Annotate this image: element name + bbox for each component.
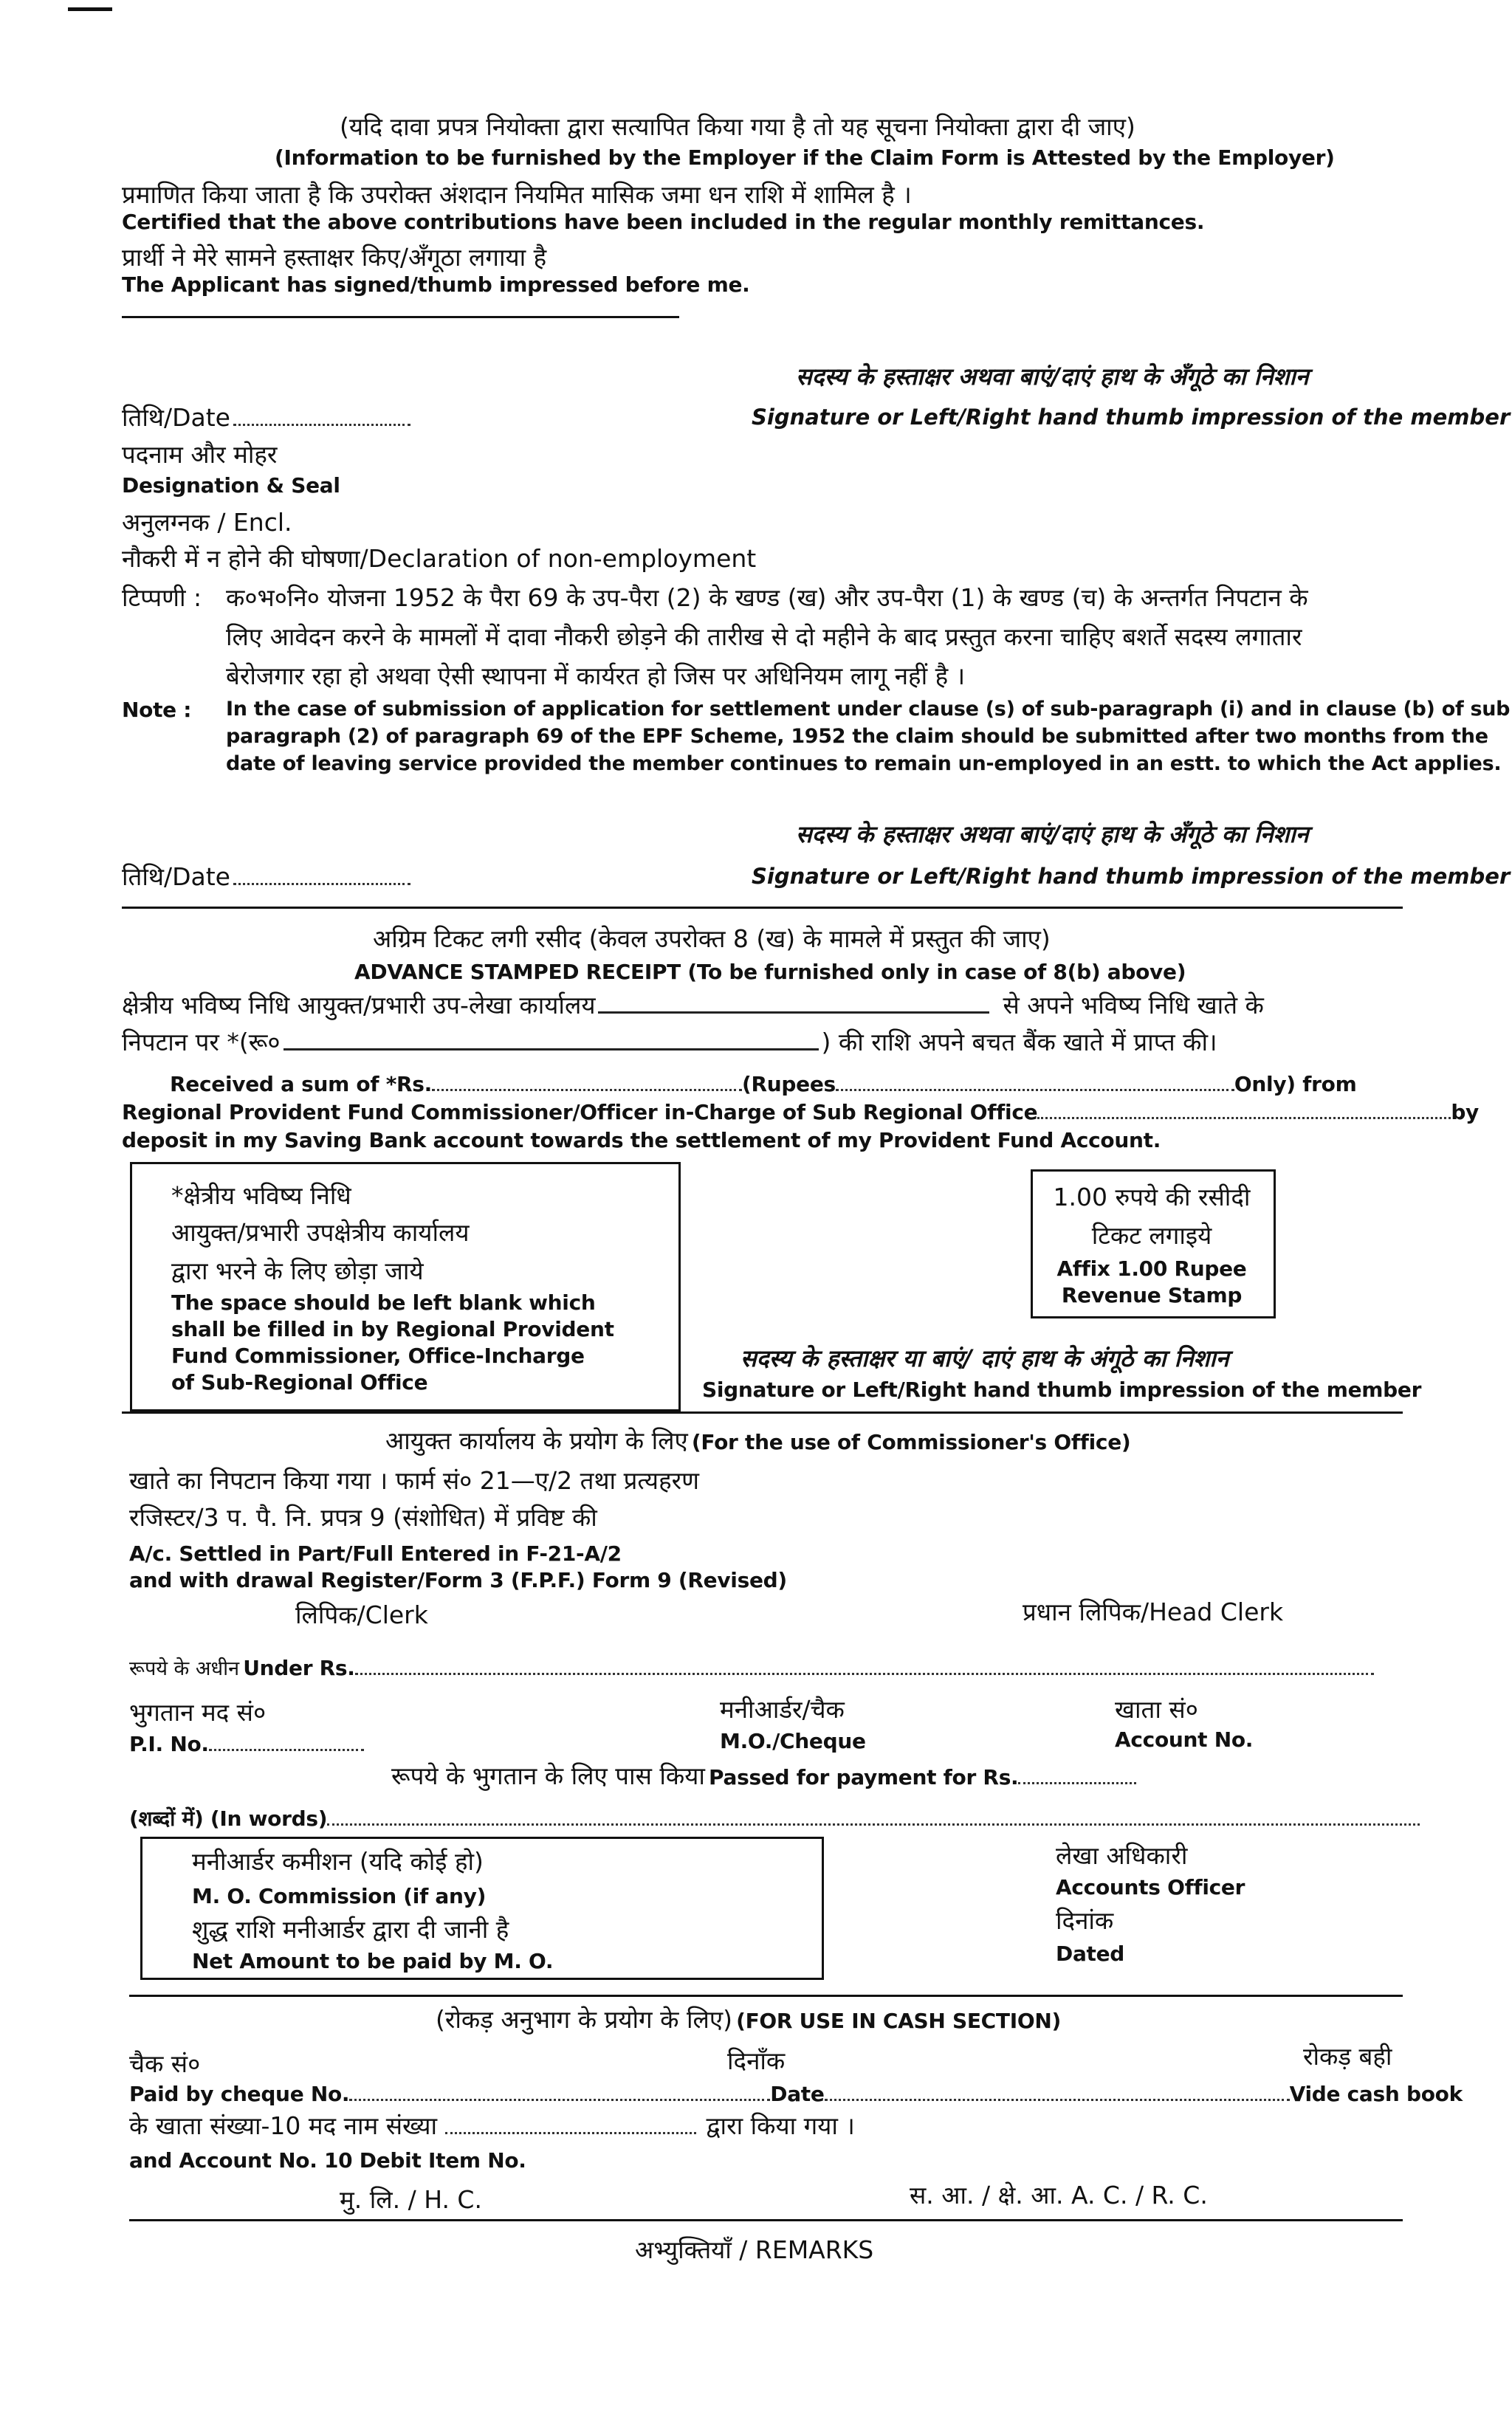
- pi-no-field[interactable]: P.I. No.: [129, 1732, 364, 1756]
- section-divider-3: [129, 1995, 1403, 1997]
- date-label-hi: दिनाँक: [727, 2046, 786, 2075]
- stamp-en-2: Revenue Stamp: [1061, 1283, 1243, 1307]
- account-10-line[interactable]: के खाता संख्या-10 मद नाम संख्या द्वारा किया गया ।: [129, 2111, 855, 2140]
- head-clerk-label: प्रधान लिपिक/Head Clerk: [1023, 1598, 1284, 1626]
- note-hi-line-1: क०भ०नि० योजना 1952 के पैरा 69 के उप-पैरा (2) के खण्ड (ख) और उप-पैरा (1) के खण्ड (च) के अन्तर्गत निपटान के: [226, 583, 1308, 612]
- stamp-hi-2: टिकट लगाइये: [1091, 1221, 1212, 1250]
- designation-label-en: Designation & Seal: [122, 473, 340, 498]
- stamp-en-1: Affix 1.00 Rupee: [1056, 1256, 1247, 1281]
- account-no-label-en: Account No.: [1115, 1727, 1254, 1752]
- settled-hi-line-2: रजिस्टर/3 प. पै. नि. प्रपत्र 9 (संशोधित) में प्रविष्ट की: [129, 1503, 597, 1532]
- ac-rc-label: स. आ. / क्षे. आ. A. C. / R. C.: [910, 2181, 1208, 2210]
- settled-en-line-1: A/c. Settled in Part/Full Entered in F-21-A/2: [129, 1541, 622, 1566]
- reserved-box-en-2: shall be filled in by Regional Provident: [171, 1317, 614, 1341]
- settled-en-line-2: and with drawal Register/Form 3 (F.P.F.) Form 9 (Revised): [129, 1568, 787, 1592]
- applicant-text-hi: प्रार्थी ने मेरे सामने हस्ताक्षर किए/अँगूठा लगाया है: [122, 243, 547, 272]
- note-label-hi: टिप्पणी :: [122, 583, 202, 612]
- commissioner-heading: आयुक्त कार्यालय के प्रयोग के लिए (For the use of Commissioner's Office): [385, 1426, 1131, 1455]
- note-en-line-1: In the case of submission of application for settlement under clause (s) of sub-paragraph (i) and in clause (b) of sub: [226, 698, 1511, 721]
- applicant-text-en: The Applicant has signed/thumb impressed before me.: [122, 272, 750, 297]
- paid-by-cheque-line[interactable]: Paid by cheque No. Date Vide cash book: [129, 2082, 1463, 2106]
- receipt-signature-label-en: Signature or Left/Right hand thumb impression of the member: [702, 1378, 1422, 1402]
- receipt-heading-hi: अग्रिम टिकट लगी रसीद (केवल उपरोक्त 8 (ख) के मामले में प्रस्तुत की जाए): [373, 924, 1051, 953]
- certified-text-hi: प्रमाणित किया जाता है कि उपरोक्त अंशदान नियमित मासिक जमा धन राशि में शामिल है ।: [122, 180, 912, 209]
- clerk-label: लिपिक/Clerk: [295, 1600, 428, 1629]
- section-divider-4: [129, 2219, 1403, 2221]
- note-hi-line-2: लिए आवेदन करने के मामलों में दावा नौकरी छोड़ने की तारीख से दो महीने के बाद प्रस्तुत करना चाहिए बशर्ते सदस्य लगातार: [226, 622, 1302, 651]
- pi-no-label-hi: भुगतान मद सं०: [129, 1698, 267, 1727]
- receipt-heading-en: ADVANCE STAMPED RECEIPT (To be furnished only in case of 8(b) above): [354, 960, 1186, 984]
- designation-label-hi: पदनाम और मोहर: [122, 440, 278, 469]
- stamp-hi-1: 1.00 रुपये की रसीदी: [1053, 1183, 1251, 1211]
- in-words-line[interactable]: (शब्दों में) (In words): [129, 1804, 1420, 1832]
- employer-signature-label-hi: सदस्य के हस्ताक्षर अथवा बाएं/दाएं हाथ के अँगूठे का निशान: [796, 362, 1309, 391]
- reserved-box-hi-3: द्वारा भरने के लिए छोड़ा जाये: [171, 1256, 424, 1285]
- reserved-box-hi-2: आयुक्त/प्रभारी उपक्षेत्रीय कार्यालय: [171, 1218, 470, 1247]
- net-amount-hi: शुद्ध राशि मनीआर्डर द्वारा दी जानी है: [192, 1915, 509, 1944]
- dated-label-hi: दिनांक: [1056, 1906, 1114, 1935]
- employer-signature-label-en: Signature or Left/Right hand thumb impression of the member: [752, 405, 1511, 430]
- reserved-box-en-1: The space should be left blank which: [171, 1290, 596, 1315]
- cash-book-label-hi: रोकड़ बही: [1303, 2042, 1392, 2071]
- enclosure-label: अनुलग्नक / Encl.: [122, 508, 292, 537]
- note-hi-line-3: बेरोजगार रहा हो अथवा ऐसी स्थापना में कार्यरत हो जिस पर अधिनियम लागू नहीं है ।: [226, 661, 966, 690]
- section-divider-1: [122, 907, 1403, 909]
- reserved-box-en-3: Fund Commissioner, Office-Incharge: [171, 1344, 585, 1368]
- note-date-label[interactable]: तिथि/Date: [122, 859, 410, 893]
- received-sum-line[interactable]: Received a sum of *Rs. (Rupees Only) from: [170, 1072, 1357, 1096]
- mo-cheque-label-en: M.O./Cheque: [720, 1729, 866, 1753]
- under-rs-line[interactable]: रूपये के अधीन Under Rs.: [129, 1654, 1374, 1681]
- note-signature-label-hi: सदस्य के हस्ताक्षर अथवा बाएं/दाएं हाथ के अँगूठे का निशान: [796, 820, 1309, 848]
- reserved-box-en-4: of Sub-Regional Office: [171, 1370, 428, 1395]
- certified-text-en: Certified that the above contributions have been included in the regular monthly remittances.: [122, 210, 1205, 234]
- reserved-box-hi-1: *क्षेत्रीय भविष्य निधि: [171, 1181, 351, 1210]
- accounts-officer-en: Accounts Officer: [1056, 1875, 1245, 1899]
- note-en-line-2: paragraph (2) of paragraph 69 of the EPF Scheme, 1952 the claim should be submitted after two months from the: [226, 725, 1488, 748]
- scan-mark: [68, 7, 112, 11]
- dated-label-en: Dated: [1056, 1942, 1125, 1966]
- employer-heading-en: (Information to be furnished by the Employer if the Claim Form is Attested by the Employer): [275, 145, 1335, 170]
- remarks-heading: अभ्युक्तियाँ / REMARKS: [635, 2235, 874, 2264]
- receipt-amount-line[interactable]: निपटान पर *(रू० ) की राशि अपने बचत बैंक खाते में प्राप्त की।: [122, 1028, 1217, 1056]
- mo-commission-hi: मनीआर्डर कमीशन (यदि कोई हो): [192, 1847, 484, 1876]
- employer-signature-line: [122, 316, 679, 318]
- note-label-en: Note :: [122, 698, 192, 722]
- receipt-office-line[interactable]: क्षेत्रीय भविष्य निधि आयुक्त/प्रभारी उप-लेखा कार्यालय से अपने भविष्य निधि खाते के: [122, 991, 1264, 1019]
- mo-cheque-label-hi: मनीआर्डर/चैक: [720, 1695, 845, 1724]
- section-divider-2: [122, 1411, 1403, 1414]
- declaration-heading: नौकरी में न होने की घोषणा/Declaration of non-employment: [122, 544, 757, 573]
- note-signature-label-en: Signature or Left/Right hand thumb impression of the member: [752, 864, 1511, 889]
- employer-heading-hi: (यदि दावा प्रपत्र नियोक्ता द्वारा सत्यापित किया गया है तो यह सूचना नियोक्ता द्वारा दी जाए): [340, 112, 1135, 141]
- note-en-line-3: date of leaving service provided the member continues to remain un-employed in an estt. to which the Act applies.: [226, 752, 1502, 775]
- receipt-signature-label-hi: सदस्य के हस्ताक्षर या बाएं/ दाएं हाथ के अंगूठे का निशान: [740, 1344, 1229, 1372]
- mo-commission-en: M. O. Commission (if any): [192, 1884, 487, 1908]
- account-no-label-hi: खाता सं०: [1115, 1695, 1198, 1724]
- account-10-en: and Account No. 10 Debit Item No.: [129, 2148, 526, 2173]
- settled-hi-line-1: खाते का निपटान किया गया । फार्म सं० 21—ए/2 तथा प्रत्यहरण: [129, 1466, 699, 1495]
- regional-office-line[interactable]: Regional Provident Fund Commissioner/Officer in-Charge of Sub Regional Office by: [122, 1100, 1480, 1124]
- employer-date-label[interactable]: तिथि/Date: [122, 400, 410, 433]
- passed-payment-line[interactable]: रूपये के भुगतान के लिए पास किया Passed for payment for Rs.: [391, 1758, 1136, 1792]
- deposit-text: deposit in my Saving Bank account towards the settlement of my Provident Fund Account.: [122, 1128, 1161, 1152]
- net-amount-en: Net Amount to be paid by M. O.: [192, 1949, 554, 1973]
- accounts-officer-hi: लेखा अधिकारी: [1056, 1841, 1188, 1870]
- cash-section-heading: (रोकड़ अनुभाग के प्रयोग के लिए) (FOR USE IN CASH SECTION): [436, 2005, 1061, 2034]
- cheque-no-label-hi: चैक सं०: [129, 2049, 201, 2078]
- hc-label: मु. लि. / H. C.: [340, 2185, 482, 2214]
